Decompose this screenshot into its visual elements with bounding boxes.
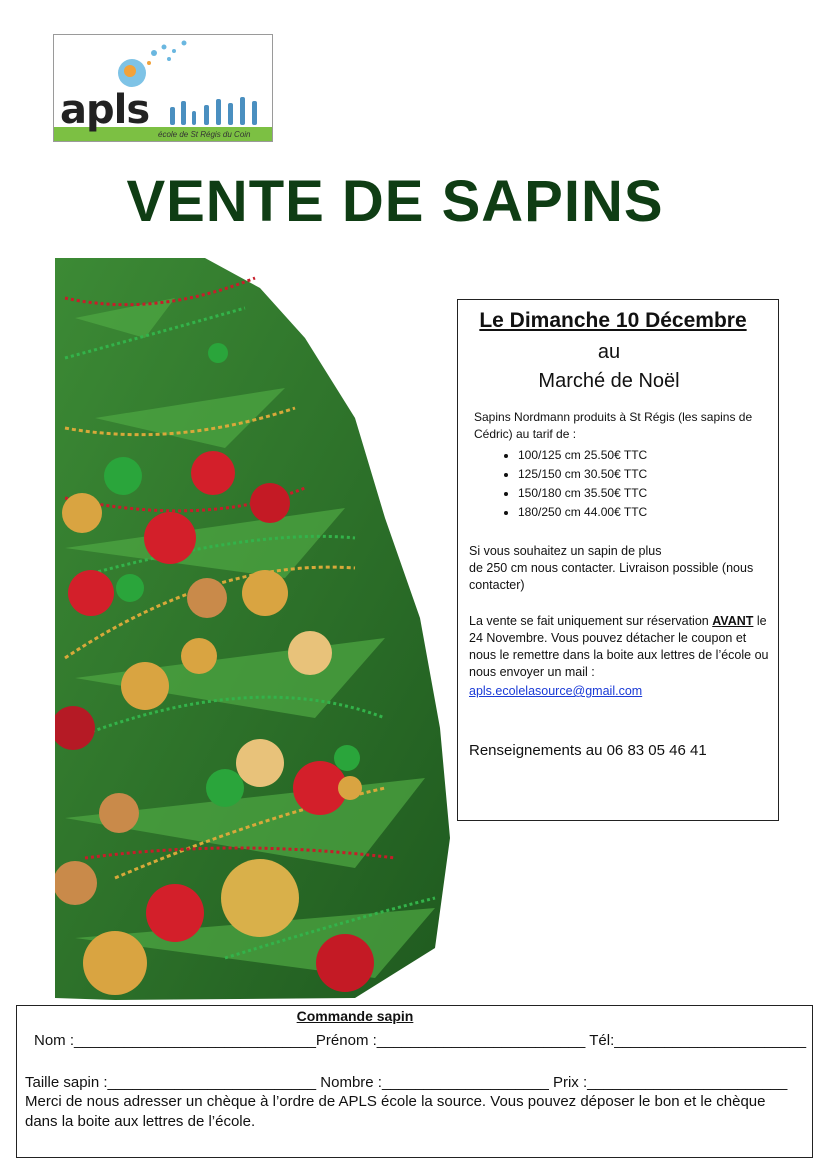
event-info-box xyxy=(457,299,779,821)
phone-info: Renseignements au 06 83 05 46 41 xyxy=(469,742,707,759)
email-link[interactable]: apls.ecolelasource@gmail.com xyxy=(469,684,643,698)
reservation-avant: AVANT xyxy=(712,614,754,628)
price-item: • 100/125 cm 25.50€ TTC xyxy=(518,446,647,465)
logo-text: apls xyxy=(60,87,150,133)
reservation-text-after: le 24 Novembre. Vous pouvez détacher le coupon et nous le remettre dans la boite aux lettres de l’école ou nous envoyer un mail : xyxy=(469,614,769,679)
order-line-size: Taille sapin :_________________________ Nombre :____________________ Prix :________________________ xyxy=(25,1074,788,1091)
order-instructions: Merci de nous adresser un chèque à l’ordre de APLS école la source. Vous pouvez déposer le bon et le chèque dans la boite aux lettres de l’école. xyxy=(25,1093,766,1130)
apls-logo xyxy=(53,34,273,142)
order-coupon xyxy=(16,1005,813,1158)
page-title: VENTE DE SAPINS xyxy=(126,169,664,234)
reservation-text-before: La vente se fait uniquement sur réservation xyxy=(469,614,713,628)
event-au: au xyxy=(597,341,621,363)
event-date: Le Dimanche 10 Décembre xyxy=(479,309,747,332)
logo-subtitle: école de St Régis du Coin xyxy=(158,130,251,139)
price-item: • 180/250 cm 44.00€ TTC xyxy=(518,503,647,522)
price-item: • 125/150 cm 30.50€ TTC xyxy=(518,465,647,484)
christmas-tree-image xyxy=(55,258,455,1003)
order-line-name: Nom :_____________________________Prénom :_________________________ Tél:_______________________ xyxy=(34,1032,807,1049)
price-list xyxy=(470,446,647,522)
large-tree-note: Si vous souhaitez un sapin de plus de 250 cm nous contacter. Livraison possible (nous contacter) xyxy=(469,544,754,592)
tree-description: Sapins Nordmann produits à St Régis (les sapins de Cédric) au tarif de : xyxy=(474,410,753,441)
event-place: Marché de Noël xyxy=(538,370,680,392)
reservation-note xyxy=(469,613,775,681)
order-title: Commande sapin xyxy=(296,1008,414,1024)
price-item: • 150/180 cm 35.50€ TTC xyxy=(518,484,647,503)
